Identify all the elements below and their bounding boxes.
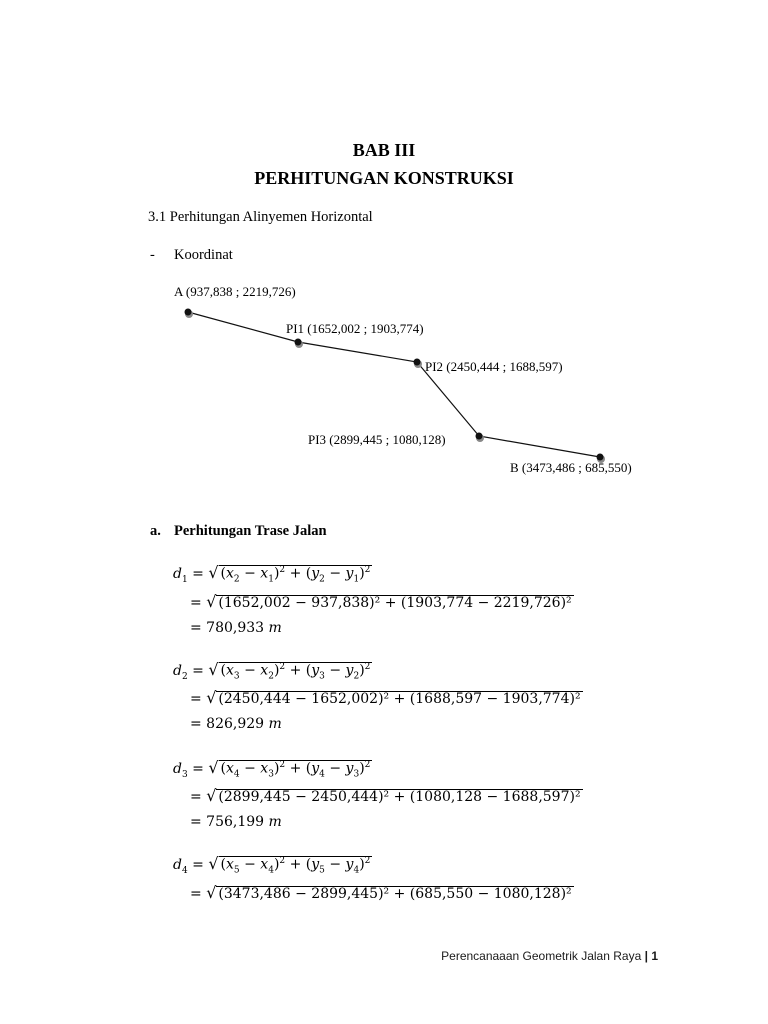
point-pi2	[414, 359, 423, 369]
chapter-number: BAB III	[352, 140, 416, 160]
substitution-d3: = √ (2899,445 − 2450,444)² + (1080,128 − 1688,597)²	[190, 786, 581, 805]
substitution-d4: = √ (3473,486 − 2899,445)² + (685,550 − 1080,128)²	[190, 883, 572, 902]
footer-separator: |	[644, 949, 648, 963]
coords-label: Koordinat	[174, 247, 233, 263]
section-heading: 3.1 Perhitungan Alinyemen Horizontal	[148, 209, 373, 225]
chapter-title: PERHITUNGAN KONSTRUKSI	[254, 168, 514, 188]
list-bullet: -	[150, 247, 155, 263]
point-pi3	[476, 433, 485, 443]
substitution-d2: = √ (2450,444 − 1652,002)² + (1688,597 − 1903,774)²	[190, 688, 581, 707]
formula-d1: $d_1$ = √ $(x_2 - x_1)^2 + (y_2 - y_1)^2$	[173, 563, 371, 585]
point-pi1-label: PI1 (1652,002 ; 1903,774)	[286, 321, 424, 336]
result-d2: = 826,929 m	[190, 716, 282, 732]
formula-d4: $d_4$ = √ $(x_5 - x_4)^2 + (y_5 - y_4)^2$	[173, 854, 371, 876]
footer-text: Perencanaaan Geometrik Jalan Raya	[441, 949, 642, 963]
point-a-label: A (937,838 ; 2219,726)	[174, 284, 296, 299]
point-b-label: B (3473,486 ; 685,550)	[510, 460, 632, 475]
point-pi3-label: PI3 (2899,445 ; 1080,128)	[308, 432, 446, 447]
substitution-d1: = √ (1652,002 − 937,838)² + (1903,774 − 2219,726)²	[190, 592, 572, 611]
result-d3: = 756,199 m	[190, 814, 282, 830]
page-footer	[441, 949, 658, 963]
formula-d3: $d_3$ = √ $(x_4 - x_3)^2 + (y_4 - y_3)^2$	[173, 758, 371, 780]
subsection-marker: a.	[150, 523, 161, 539]
page-number: 1	[651, 949, 658, 963]
point-pi2-label: PI2 (2450,444 ; 1688,597)	[425, 359, 563, 374]
subsection-heading: Perhitungan Trase Jalan	[174, 523, 327, 539]
point-pi1	[295, 339, 304, 349]
result-d1: = 780,933 m	[190, 620, 282, 636]
formula-d2: $d_2$ = √ $(x_3 - x_2)^2 + (y_3 - y_2)^2$	[173, 660, 371, 682]
point-a	[185, 309, 194, 319]
